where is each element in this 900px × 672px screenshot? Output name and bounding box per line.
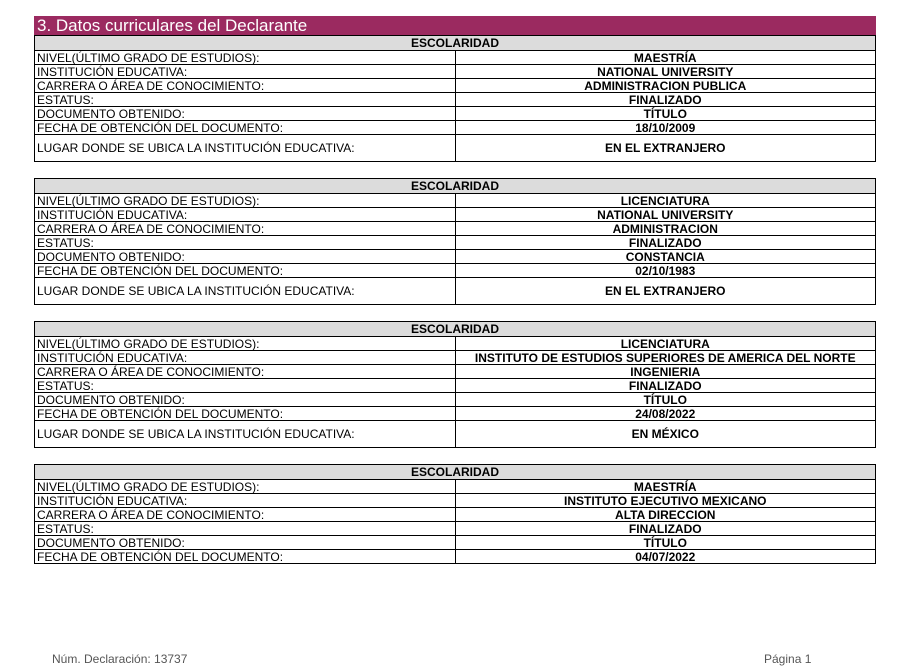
value-fecha: 18/10/2009	[455, 121, 876, 135]
value-institucion: INSTITUTO EJECUTIVO MEXICANO	[455, 494, 876, 508]
table-title: ESCOLARIDAD	[35, 465, 876, 480]
education-tables	[34, 35, 876, 580]
education-table	[34, 321, 876, 448]
value-estatus: FINALIZADO	[455, 522, 876, 536]
value-estatus: FINALIZADO	[455, 93, 876, 107]
education-table	[34, 35, 876, 162]
value-fecha: 04/07/2022	[455, 550, 876, 564]
label-carrera: CARRERA O ÁREA DE CONOCIMIENTO:	[35, 222, 456, 236]
label-estatus: ESTATUS:	[35, 379, 456, 393]
label-fecha: FECHA DE OBTENCIÓN DEL DOCUMENTO:	[35, 550, 456, 564]
value-documento: TÍTULO	[455, 536, 876, 550]
label-estatus: ESTATUS:	[35, 522, 456, 536]
label-nivel: NIVEL(ÚLTIMO GRADO DE ESTUDIOS):	[35, 480, 456, 494]
label-institucion: INSTITUCIÓN EDUCATIVA:	[35, 65, 456, 79]
label-lugar: LUGAR DONDE SE UBICA LA INSTITUCIÓN EDUCATIVA:	[35, 421, 456, 448]
label-fecha: FECHA DE OBTENCIÓN DEL DOCUMENTO:	[35, 264, 456, 278]
value-lugar: EN MÉXICO	[455, 421, 876, 448]
label-lugar: LUGAR DONDE SE UBICA LA INSTITUCIÓN EDUCATIVA:	[35, 135, 456, 162]
value-lugar: EN EL EXTRANJERO	[455, 278, 876, 305]
label-carrera: CARRERA O ÁREA DE CONOCIMIENTO:	[35, 365, 456, 379]
label-nivel: NIVEL(ÚLTIMO GRADO DE ESTUDIOS):	[35, 51, 456, 65]
value-nivel: LICENCIATURA	[455, 194, 876, 208]
value-nivel: MAESTRÍA	[455, 480, 876, 494]
value-institucion: INSTITUTO DE ESTUDIOS SUPERIORES DE AMERICA DEL NORTE	[455, 351, 876, 365]
page-number: Página 1	[764, 652, 812, 666]
label-carrera: CARRERA O ÁREA DE CONOCIMIENTO:	[35, 79, 456, 93]
table-title: ESCOLARIDAD	[35, 322, 876, 337]
table-title: ESCOLARIDAD	[35, 36, 876, 51]
value-fecha: 24/08/2022	[455, 407, 876, 421]
value-carrera: ALTA DIRECCION	[455, 508, 876, 522]
value-documento: CONSTANCIA	[455, 250, 876, 264]
value-documento: TÍTULO	[455, 393, 876, 407]
label-documento: DOCUMENTO OBTENIDO:	[35, 107, 456, 121]
declaration-number: Núm. Declaración: 13737	[52, 652, 188, 666]
education-table	[34, 464, 876, 564]
value-estatus: FINALIZADO	[455, 236, 876, 250]
value-institucion: NATIONAL UNIVERSITY	[455, 208, 876, 222]
value-fecha: 02/10/1983	[455, 264, 876, 278]
education-table	[34, 178, 876, 305]
table-title: ESCOLARIDAD	[35, 179, 876, 194]
value-lugar: EN EL EXTRANJERO	[455, 135, 876, 162]
value-carrera: ADMINISTRACION PUBLICA	[455, 79, 876, 93]
section-title: 3. Datos curriculares del Declarante	[34, 16, 876, 35]
label-fecha: FECHA DE OBTENCIÓN DEL DOCUMENTO:	[35, 407, 456, 421]
value-estatus: FINALIZADO	[455, 379, 876, 393]
value-institucion: NATIONAL UNIVERSITY	[455, 65, 876, 79]
value-nivel: LICENCIATURA	[455, 337, 876, 351]
label-documento: DOCUMENTO OBTENIDO:	[35, 250, 456, 264]
value-carrera: ADMINISTRACION	[455, 222, 876, 236]
label-documento: DOCUMENTO OBTENIDO:	[35, 536, 456, 550]
label-nivel: NIVEL(ÚLTIMO GRADO DE ESTUDIOS):	[35, 337, 456, 351]
label-estatus: ESTATUS:	[35, 236, 456, 250]
label-carrera: CARRERA O ÁREA DE CONOCIMIENTO:	[35, 508, 456, 522]
label-estatus: ESTATUS:	[35, 93, 456, 107]
value-carrera: INGENIERIA	[455, 365, 876, 379]
label-documento: DOCUMENTO OBTENIDO:	[35, 393, 456, 407]
label-institucion: INSTITUCIÓN EDUCATIVA:	[35, 351, 456, 365]
label-fecha: FECHA DE OBTENCIÓN DEL DOCUMENTO:	[35, 121, 456, 135]
value-nivel: MAESTRÍA	[455, 51, 876, 65]
label-institucion: INSTITUCIÓN EDUCATIVA:	[35, 208, 456, 222]
label-institucion: INSTITUCIÓN EDUCATIVA:	[35, 494, 456, 508]
label-nivel: NIVEL(ÚLTIMO GRADO DE ESTUDIOS):	[35, 194, 456, 208]
label-lugar: LUGAR DONDE SE UBICA LA INSTITUCIÓN EDUCATIVA:	[35, 278, 456, 305]
value-documento: TÍTULO	[455, 107, 876, 121]
